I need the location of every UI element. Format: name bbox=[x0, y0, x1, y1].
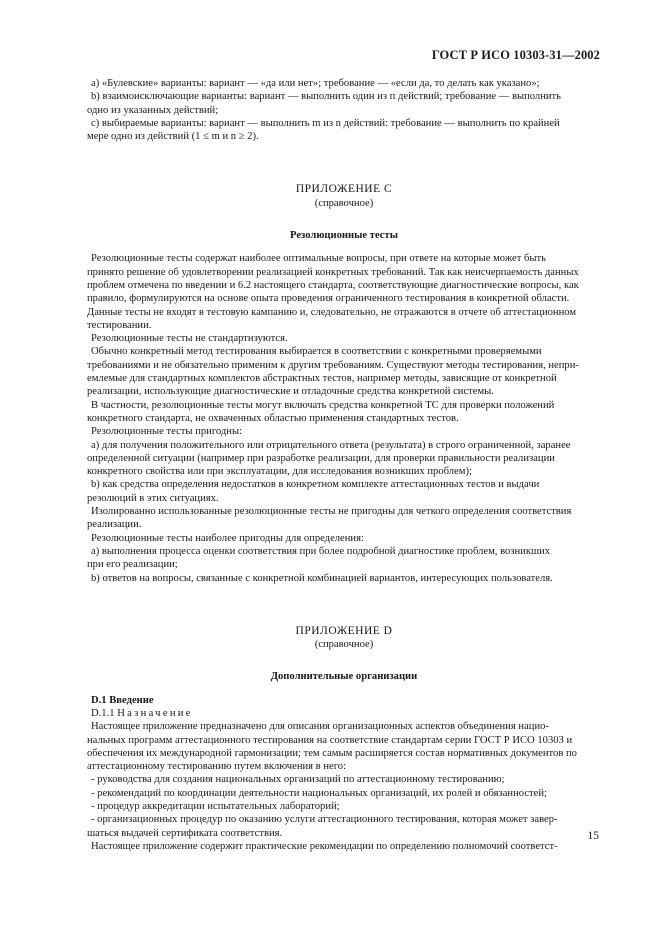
appendix-c-subtitle: (справочное) bbox=[314, 197, 374, 209]
appendix-d-paragraph-2: Настоящее приложение содержит практические рекомендации по определению полномочий соответст- bbox=[91, 840, 558, 852]
list-item: - организационных процедур по оказанию услуги аттестационного тестирования, которая может завер- шаться выдачей сертификата соответствия. bbox=[87, 814, 558, 839]
appendix-c-paragraph-3: Обычно конкретный метод тестирования выбирается в соответствии с конкретными проверяемыми требованиями и не обязательно применим к другим требованиям. Существуют методы тестирования, непри- емлемые для стандартных комплектов абстрактных тестов, например методы, зависящие от конкретной реализации, использующие диагностические и отладочные средства конкретной системы. bbox=[87, 346, 579, 398]
intro-item-c: с) выбираемые варианты: вариант — выполнить m из n действий: требование — выполнить по крайней bbox=[91, 117, 560, 129]
appendix-c-paragraph-8: Изолированно использованные резолюционные тесты не пригодны для четкого определения соответствия реализации. bbox=[87, 506, 572, 531]
appendix-c-paragraph-10: а) выполнения процесса оценки соответствия при более подробной диагностике проблем, возникших при его реализации; bbox=[87, 545, 551, 571]
appendix-c-paragraph-11: b) ответов на вопросы, связанные с конкретной комбинацией вариантов, интересующих пользователя. bbox=[91, 572, 553, 584]
appendix-c-paragraph-1: Резолюционные тесты содержат наиболее оптимальные вопросы, при ответе на которые может быть принято решение об удовлетворении реализацией конкретных требований. Так как неисчерпаемость данных проблем отмечена по введении и 6.2 настоящего стандарта, соответствующие диагностические вопросы, как правило, формулируются на основе опыта проведения ограниченного тестирования в конкретной области. Данные тесты не входят в тестовую кампанию и, следовательно, не отражаются в отчете об аттестационном тестировании. bbox=[87, 253, 579, 331]
list-item: - процедур аккредитации испытательных лабораторий; bbox=[91, 801, 340, 813]
appendix-d-title: ПРИЛОЖЕНИЕ D bbox=[295, 624, 393, 637]
appendix-d-paragraph-1: Настоящее приложение предназначено для описания организационных аспектов объединения нацио- нальных программ аттестационного тестирования на соответствие стандартам серии ГОСТ Р ИСО 10303 и обеспечения их международной гармонизации; тем самым расширяется состав нормативных документов по аттестационному тестированию путем включения в него: bbox=[87, 721, 577, 773]
appendix-d-subtitle: (справочное) bbox=[314, 639, 374, 651]
appendix-c-title: ПРИЛОЖЕНИЕ С bbox=[295, 183, 393, 196]
intro-item-a: а) «Булевские» варианты: вариант — «да или нет»; требование — «если да, то делать как указано»; bbox=[91, 78, 540, 89]
intro-item-b: b) взаимоисключающие варианты: вариант — выполнить один из п действий; требование — выполнить bbox=[91, 91, 561, 103]
appendix-c-paragraph-5: Резолюционные тесты пригодны: bbox=[91, 426, 243, 438]
appendix-c-paragraph-2: Резолюционные тесты не стандартизуются. bbox=[91, 333, 288, 345]
intro-item-b-cont: одно из указанных действий; bbox=[87, 104, 219, 116]
document-header: ГОСТ Р ИСО 10303-31—2002 bbox=[431, 48, 600, 62]
appendix-c-paragraph-9: Резолюционные тесты наиболее пригодны для определения: bbox=[91, 532, 364, 544]
page-content bbox=[89, 77, 599, 853]
section-d11-number: D.1.1 bbox=[91, 707, 115, 719]
section-d1-heading: D.1 Введение bbox=[91, 694, 154, 706]
intro-item-c-cont: мере одно из действий (1 ≤ m и n ≥ 2). bbox=[87, 131, 259, 143]
list-item: - руководства для создания национальных организаций по аттестационному тестированию; bbox=[91, 774, 505, 786]
appendix-c-paragraph-4: В частности, резолюционные тесты могут включать средства конкретной ТС для проверки положений конкретного стандарта, не охваченных областью применения стандартных тестов. bbox=[87, 399, 555, 424]
list-item: - рекомендаций по координации деятельности национальных организаций, их ролей и обязанностей; bbox=[91, 787, 547, 799]
appendix-d-heading: Дополнительные организации bbox=[270, 671, 418, 683]
appendix-c-heading: Резолюционные тесты bbox=[290, 230, 398, 242]
appendix-c-paragraph-6: а) для получения положительного или отрицательного ответа (результата) в строго ограниченной, заранее определенной ситуации (например при разработке реализации, для проверки правильности реализации конкретного свойства или при эксплуатации, для исследования возникших проблем); bbox=[87, 439, 571, 478]
intro-list bbox=[89, 77, 599, 143]
page-number: 15 bbox=[587, 830, 599, 842]
section-d11-title: Назначение bbox=[117, 707, 193, 719]
section-d11-heading bbox=[89, 707, 599, 720]
appendix-c-paragraph-7: b) как средства определения недостатков в конкретном комплекте аттестационных тестов и выдачи резолюций в этих ситуациях. bbox=[87, 479, 540, 504]
